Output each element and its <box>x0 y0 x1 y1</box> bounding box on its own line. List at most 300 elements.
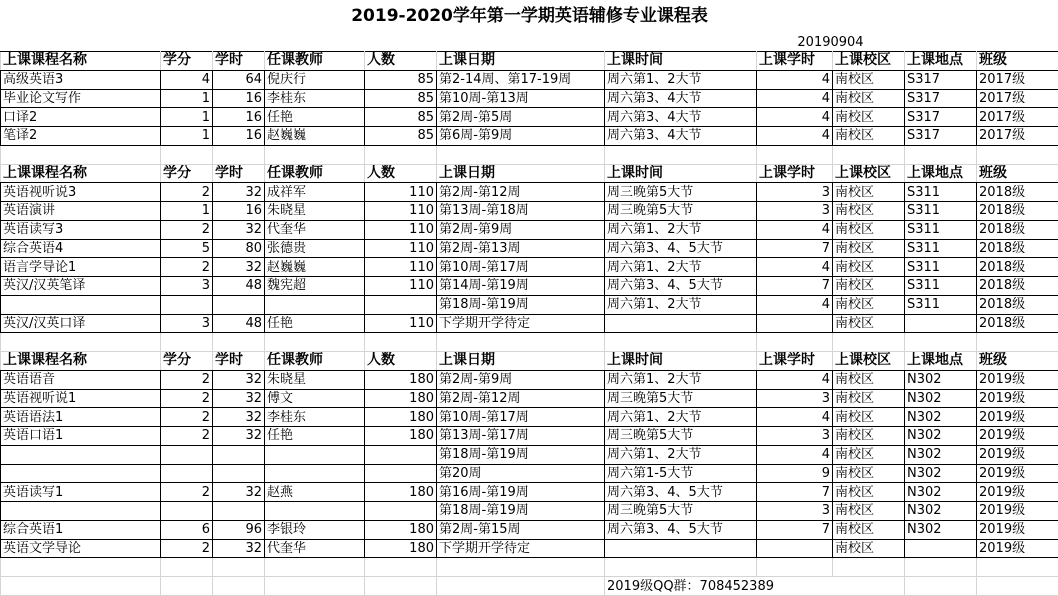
cell-dates: 第10周-第13周 <box>437 89 605 108</box>
cell-enrollment <box>365 464 437 483</box>
cell-enrollment: 85 <box>365 127 437 146</box>
cell-class-hours: 3 <box>757 202 833 221</box>
cell-enrollment: 180 <box>365 539 437 558</box>
header-class-time: 上课时间 <box>605 52 757 71</box>
cell-enrollment: 180 <box>365 483 437 502</box>
cell-hours <box>213 464 265 483</box>
cell-hours: 48 <box>213 277 265 296</box>
cell-course-name <box>1 295 161 314</box>
cell-class-time: 周三晚第5大节 <box>605 183 757 202</box>
cell-location: S317 <box>905 127 977 146</box>
cell-location: N302 <box>905 445 977 464</box>
cell-class-time: 周六第1、2大节 <box>605 295 757 314</box>
cell-location: N302 <box>905 464 977 483</box>
cell-campus: 南校区 <box>833 183 905 202</box>
cell-class-time: 周六第1、2大节 <box>605 408 757 427</box>
cell-grade: 2017级 <box>977 108 1058 127</box>
cell-class-hours <box>757 314 833 333</box>
cell-teacher: 李桂东 <box>265 408 365 427</box>
cell-class-time <box>605 539 757 558</box>
cell-dates: 第13周-第17周 <box>437 427 605 446</box>
table-row <box>1 295 1058 314</box>
cell-course-name: 英语演讲 <box>1 202 161 221</box>
cell-dates: 第10周-第17周 <box>437 258 605 277</box>
cell-location: N302 <box>905 370 977 389</box>
table-row <box>1 502 1058 521</box>
cell-campus: 南校区 <box>833 239 905 258</box>
header-campus: 上课校区 <box>833 352 905 371</box>
cell-class-hours: 3 <box>757 502 833 521</box>
cell-course-name <box>1 464 161 483</box>
cell-grade: 2019级 <box>977 370 1058 389</box>
header-enrollment: 人数 <box>365 352 437 371</box>
cell-hours: 32 <box>213 539 265 558</box>
cell-teacher: 赵巍巍 <box>265 258 365 277</box>
cell-course-name: 英语读写1 <box>1 483 161 502</box>
cell-location: S311 <box>905 202 977 221</box>
cell-credits: 2 <box>161 427 213 446</box>
cell-campus: 南校区 <box>833 520 905 539</box>
cell-teacher: 代奎华 <box>265 220 365 239</box>
table-header-row <box>1 352 1058 371</box>
cell-dates: 第10周-第17周 <box>437 408 605 427</box>
table-row <box>1 108 1058 127</box>
cell-class-hours: 3 <box>757 183 833 202</box>
cell-grade: 2017级 <box>977 70 1058 89</box>
cell-enrollment: 180 <box>365 427 437 446</box>
cell-class-hours: 3 <box>757 389 833 408</box>
cell-course-name: 语言学导论1 <box>1 258 161 277</box>
cell-credits: 1 <box>161 202 213 221</box>
cell-hours: 32 <box>213 408 265 427</box>
cell-teacher: 朱晓星 <box>265 202 365 221</box>
table-row <box>1 370 1058 389</box>
cell-location: S317 <box>905 89 977 108</box>
cell-class-time: 周三晚第5大节 <box>605 502 757 521</box>
cell-hours <box>213 445 265 464</box>
cell-class-time: 周六第1、2大节 <box>605 70 757 89</box>
header-location: 上课地点 <box>905 164 977 183</box>
cell-course-name: 综合英语1 <box>1 520 161 539</box>
cell-credits: 1 <box>161 108 213 127</box>
cell-credits: 2 <box>161 408 213 427</box>
cell-campus: 南校区 <box>833 539 905 558</box>
cell-campus: 南校区 <box>833 427 905 446</box>
cell-campus: 南校区 <box>833 277 905 296</box>
table-row <box>1 427 1058 446</box>
header-class-hours: 上课学时 <box>757 52 833 71</box>
header-hours: 学时 <box>213 52 265 71</box>
cell-course-name: 英语视听说3 <box>1 183 161 202</box>
cell-teacher <box>265 295 365 314</box>
table-row <box>1 258 1058 277</box>
cell-location: N302 <box>905 483 977 502</box>
cell-location <box>905 314 977 333</box>
date-code: 20190904 <box>797 34 864 50</box>
cell-credits: 2 <box>161 389 213 408</box>
cell-hours: 16 <box>213 127 265 146</box>
cell-campus: 南校区 <box>833 70 905 89</box>
header-location: 上课地点 <box>905 352 977 371</box>
cell-credits <box>161 295 213 314</box>
cell-location: S317 <box>905 70 977 89</box>
cell-credits: 4 <box>161 70 213 89</box>
cell-enrollment: 180 <box>365 520 437 539</box>
cell-dates: 第20周 <box>437 464 605 483</box>
header-location: 上课地点 <box>905 52 977 71</box>
header-credits: 学分 <box>161 52 213 71</box>
cell-enrollment: 110 <box>365 314 437 333</box>
table-row <box>1 408 1058 427</box>
page-title: 2019-2020学年第一学期英语辅修专业课程表 <box>351 6 708 27</box>
cell-class-hours: 4 <box>757 89 833 108</box>
cell-enrollment: 110 <box>365 202 437 221</box>
cell-credits: 1 <box>161 127 213 146</box>
cell-credits <box>161 464 213 483</box>
cell-teacher: 李银玲 <box>265 520 365 539</box>
header-campus: 上课校区 <box>833 164 905 183</box>
table-header-row <box>1 52 1058 71</box>
header-grade: 班级 <box>977 164 1058 183</box>
cell-grade: 2018级 <box>977 295 1058 314</box>
cell-course-name <box>1 502 161 521</box>
cell-campus: 南校区 <box>833 408 905 427</box>
cell-campus: 南校区 <box>833 295 905 314</box>
cell-grade: 2019级 <box>977 539 1058 558</box>
cell-dates: 下学期开学待定 <box>437 539 605 558</box>
cell-teacher: 朱晓星 <box>265 370 365 389</box>
header-enrollment: 人数 <box>365 164 437 183</box>
cell-teacher: 赵燕 <box>265 483 365 502</box>
cell-enrollment: 110 <box>365 220 437 239</box>
cell-grade: 2019级 <box>977 408 1058 427</box>
cell-campus: 南校区 <box>833 389 905 408</box>
table-header-row <box>1 164 1058 183</box>
cell-hours: 16 <box>213 89 265 108</box>
cell-credits: 2 <box>161 220 213 239</box>
cell-dates: 第2周-第5周 <box>437 108 605 127</box>
cell-enrollment: 110 <box>365 277 437 296</box>
cell-enrollment <box>365 502 437 521</box>
cell-teacher: 魏宪超 <box>265 277 365 296</box>
cell-teacher: 代奎华 <box>265 539 365 558</box>
cell-teacher <box>265 445 365 464</box>
cell-location: S311 <box>905 258 977 277</box>
table-row <box>1 539 1058 558</box>
cell-location: S311 <box>905 220 977 239</box>
cell-campus: 南校区 <box>833 483 905 502</box>
cell-teacher: 倪庆行 <box>265 70 365 89</box>
cell-hours: 48 <box>213 314 265 333</box>
cell-class-time: 周六第1、2大节 <box>605 370 757 389</box>
header-class-hours: 上课学时 <box>757 164 833 183</box>
cell-credits: 3 <box>161 277 213 296</box>
cell-grade: 2017级 <box>977 89 1058 108</box>
table-row <box>1 389 1058 408</box>
cell-hours: 16 <box>213 108 265 127</box>
table-row <box>1 483 1058 502</box>
cell-teacher: 任艳 <box>265 108 365 127</box>
cell-course-name: 高级英语3 <box>1 70 161 89</box>
cell-class-hours: 3 <box>757 427 833 446</box>
cell-class-time <box>605 314 757 333</box>
table-row <box>1 183 1058 202</box>
cell-location: N302 <box>905 427 977 446</box>
cell-grade: 2018级 <box>977 314 1058 333</box>
cell-course-name: 英语语音 <box>1 370 161 389</box>
cell-enrollment: 85 <box>365 70 437 89</box>
cell-class-time: 周三晚第5大节 <box>605 389 757 408</box>
cell-teacher: 任艳 <box>265 427 365 446</box>
cell-grade: 2018级 <box>977 239 1058 258</box>
cell-grade: 2019级 <box>977 464 1058 483</box>
header-credits: 学分 <box>161 352 213 371</box>
cell-class-hours: 4 <box>757 370 833 389</box>
cell-class-time: 周六第3、4大节 <box>605 127 757 146</box>
cell-dates: 第2周-第13周 <box>437 239 605 258</box>
cell-teacher <box>265 464 365 483</box>
cell-enrollment: 110 <box>365 258 437 277</box>
cell-course-name: 英语语法1 <box>1 408 161 427</box>
cell-class-time: 周六第3、4、5大节 <box>605 520 757 539</box>
cell-dates: 第18周-第19周 <box>437 295 605 314</box>
cell-campus: 南校区 <box>833 502 905 521</box>
cell-campus: 南校区 <box>833 445 905 464</box>
cell-credits: 2 <box>161 258 213 277</box>
cell-hours: 16 <box>213 202 265 221</box>
cell-enrollment: 180 <box>365 389 437 408</box>
cell-class-hours: 9 <box>757 464 833 483</box>
cell-credits: 6 <box>161 520 213 539</box>
cell-location: S311 <box>905 239 977 258</box>
cell-dates: 第2周-第12周 <box>437 389 605 408</box>
cell-class-hours: 7 <box>757 277 833 296</box>
header-course-name: 上课课程名称 <box>1 352 161 371</box>
cell-hours <box>213 502 265 521</box>
table-row <box>1 89 1058 108</box>
cell-course-name: 英语口语1 <box>1 427 161 446</box>
cell-course-name: 英汉/汉英口译 <box>1 314 161 333</box>
cell-credits: 2 <box>161 483 213 502</box>
cell-course-name <box>1 445 161 464</box>
header-teacher: 任课教师 <box>265 352 365 371</box>
cell-location: N302 <box>905 502 977 521</box>
cell-grade: 2019级 <box>977 502 1058 521</box>
cell-enrollment <box>365 445 437 464</box>
cell-enrollment: 180 <box>365 370 437 389</box>
cell-class-time: 周六第1、2大节 <box>605 445 757 464</box>
cell-class-time: 周六第3、4、5大节 <box>605 239 757 258</box>
table-row <box>1 220 1058 239</box>
cell-hours: 32 <box>213 427 265 446</box>
cell-grade: 2018级 <box>977 220 1058 239</box>
cell-course-name: 毕业论文写作 <box>1 89 161 108</box>
cell-class-hours: 4 <box>757 70 833 89</box>
cell-grade: 2018级 <box>977 258 1058 277</box>
header-class-time: 上课时间 <box>605 164 757 183</box>
header-dates: 上课日期 <box>437 352 605 371</box>
cell-hours <box>213 295 265 314</box>
cell-grade: 2018级 <box>977 277 1058 296</box>
cell-dates: 第2周-第12周 <box>437 183 605 202</box>
header-grade: 班级 <box>977 352 1058 371</box>
header-course-name: 上课课程名称 <box>1 52 161 71</box>
cell-class-time: 周六第1-5大节 <box>605 464 757 483</box>
cell-grade: 2019级 <box>977 520 1058 539</box>
cell-class-time: 周六第3、4、5大节 <box>605 483 757 502</box>
cell-campus: 南校区 <box>833 258 905 277</box>
header-teacher: 任课教师 <box>265 164 365 183</box>
header-enrollment: 人数 <box>365 52 437 71</box>
cell-campus: 南校区 <box>833 127 905 146</box>
cell-enrollment: 85 <box>365 89 437 108</box>
cell-class-time: 周三晚第5大节 <box>605 202 757 221</box>
table-row <box>1 464 1058 483</box>
cell-class-hours: 4 <box>757 258 833 277</box>
cell-grade: 2018级 <box>977 183 1058 202</box>
cell-dates: 第2周-第9周 <box>437 220 605 239</box>
cell-hours: 32 <box>213 370 265 389</box>
table-row <box>1 520 1058 539</box>
table-row <box>1 239 1058 258</box>
header-hours: 学时 <box>213 352 265 371</box>
cell-credits: 1 <box>161 89 213 108</box>
cell-campus: 南校区 <box>833 464 905 483</box>
cell-course-name: 英语文学导论 <box>1 539 161 558</box>
cell-credits <box>161 502 213 521</box>
header-credits: 学分 <box>161 164 213 183</box>
cell-hours: 80 <box>213 239 265 258</box>
cell-location: S311 <box>905 277 977 296</box>
cell-hours: 64 <box>213 70 265 89</box>
cell-teacher: 张德贵 <box>265 239 365 258</box>
table-row <box>1 445 1058 464</box>
cell-credits: 2 <box>161 539 213 558</box>
cell-hours: 32 <box>213 483 265 502</box>
cell-credits: 5 <box>161 239 213 258</box>
cell-class-time: 周三晚第5大节 <box>605 427 757 446</box>
header-hours: 学时 <box>213 164 265 183</box>
cell-location: N302 <box>905 408 977 427</box>
cell-location: S311 <box>905 183 977 202</box>
cell-course-name: 口译2 <box>1 108 161 127</box>
cell-class-hours: 7 <box>757 483 833 502</box>
cell-dates: 第13周-第18周 <box>437 202 605 221</box>
cell-grade: 2019级 <box>977 427 1058 446</box>
cell-location: S317 <box>905 108 977 127</box>
cell-campus: 南校区 <box>833 89 905 108</box>
cell-credits: 3 <box>161 314 213 333</box>
cell-class-time: 周六第3、4大节 <box>605 108 757 127</box>
cell-campus: 南校区 <box>833 202 905 221</box>
cell-dates: 第14周-第19周 <box>437 277 605 296</box>
cell-grade: 2018级 <box>977 202 1058 221</box>
header-class-time: 上课时间 <box>605 352 757 371</box>
cell-location: N302 <box>905 389 977 408</box>
cell-course-name: 英语视听说1 <box>1 389 161 408</box>
cell-class-time: 周六第3、4大节 <box>605 89 757 108</box>
cell-course-name: 英语读写3 <box>1 220 161 239</box>
cell-class-hours: 4 <box>757 295 833 314</box>
cell-enrollment: 110 <box>365 183 437 202</box>
cell-credits: 2 <box>161 183 213 202</box>
cell-grade: 2017级 <box>977 127 1058 146</box>
cell-teacher: 任艳 <box>265 314 365 333</box>
cell-location: N302 <box>905 520 977 539</box>
header-course-name: 上课课程名称 <box>1 164 161 183</box>
cell-campus: 南校区 <box>833 370 905 389</box>
cell-class-hours: 4 <box>757 127 833 146</box>
cell-campus: 南校区 <box>833 108 905 127</box>
cell-enrollment: 110 <box>365 239 437 258</box>
cell-teacher: 成祥军 <box>265 183 365 202</box>
cell-teacher: 李桂东 <box>265 89 365 108</box>
cell-campus: 南校区 <box>833 314 905 333</box>
cell-grade: 2019级 <box>977 445 1058 464</box>
cell-hours: 32 <box>213 389 265 408</box>
cell-dates: 第18周-第19周 <box>437 502 605 521</box>
cell-teacher <box>265 502 365 521</box>
cell-enrollment: 180 <box>365 408 437 427</box>
header-teacher: 任课教师 <box>265 52 365 71</box>
header-campus: 上课校区 <box>833 52 905 71</box>
cell-hours: 32 <box>213 183 265 202</box>
cell-dates: 第2周-第9周 <box>437 370 605 389</box>
cell-enrollment <box>365 295 437 314</box>
header-dates: 上课日期 <box>437 164 605 183</box>
cell-grade: 2019级 <box>977 483 1058 502</box>
header-grade: 班级 <box>977 52 1058 71</box>
cell-hours: 32 <box>213 258 265 277</box>
qq-group-note: 2019级QQ群：708452389 <box>605 577 905 596</box>
cell-dates: 第6周-第9周 <box>437 127 605 146</box>
table-row <box>1 314 1058 333</box>
cell-teacher: 赵巍巍 <box>265 127 365 146</box>
cell-hours: 96 <box>213 520 265 539</box>
cell-dates: 第2-14周、第17-19周 <box>437 70 605 89</box>
cell-class-hours: 4 <box>757 220 833 239</box>
table-row <box>1 277 1058 296</box>
cell-location <box>905 539 977 558</box>
cell-enrollment: 85 <box>365 108 437 127</box>
cell-course-name: 综合英语4 <box>1 239 161 258</box>
cell-dates: 第2周-第15周 <box>437 520 605 539</box>
cell-class-hours: 4 <box>757 445 833 464</box>
cell-class-hours <box>757 539 833 558</box>
cell-course-name: 笔译2 <box>1 127 161 146</box>
cell-credits: 2 <box>161 370 213 389</box>
cell-class-hours: 4 <box>757 108 833 127</box>
cell-credits <box>161 445 213 464</box>
cell-hours: 32 <box>213 220 265 239</box>
cell-class-hours: 7 <box>757 239 833 258</box>
cell-location: S311 <box>905 295 977 314</box>
cell-campus: 南校区 <box>833 220 905 239</box>
cell-dates: 第18周-第19周 <box>437 445 605 464</box>
table-row <box>1 202 1058 221</box>
header-class-hours: 上课学时 <box>757 352 833 371</box>
cell-class-hours: 7 <box>757 520 833 539</box>
cell-class-time: 周六第1、2大节 <box>605 220 757 239</box>
cell-dates: 下学期开学待定 <box>437 314 605 333</box>
table-row <box>1 70 1058 89</box>
cell-course-name: 英汉/汉英笔译 <box>1 277 161 296</box>
cell-class-time: 周六第1、2大节 <box>605 258 757 277</box>
cell-class-hours: 4 <box>757 408 833 427</box>
cell-dates: 第16周-第19周 <box>437 483 605 502</box>
table-row <box>1 127 1058 146</box>
cell-class-time: 周六第3、4、5大节 <box>605 277 757 296</box>
